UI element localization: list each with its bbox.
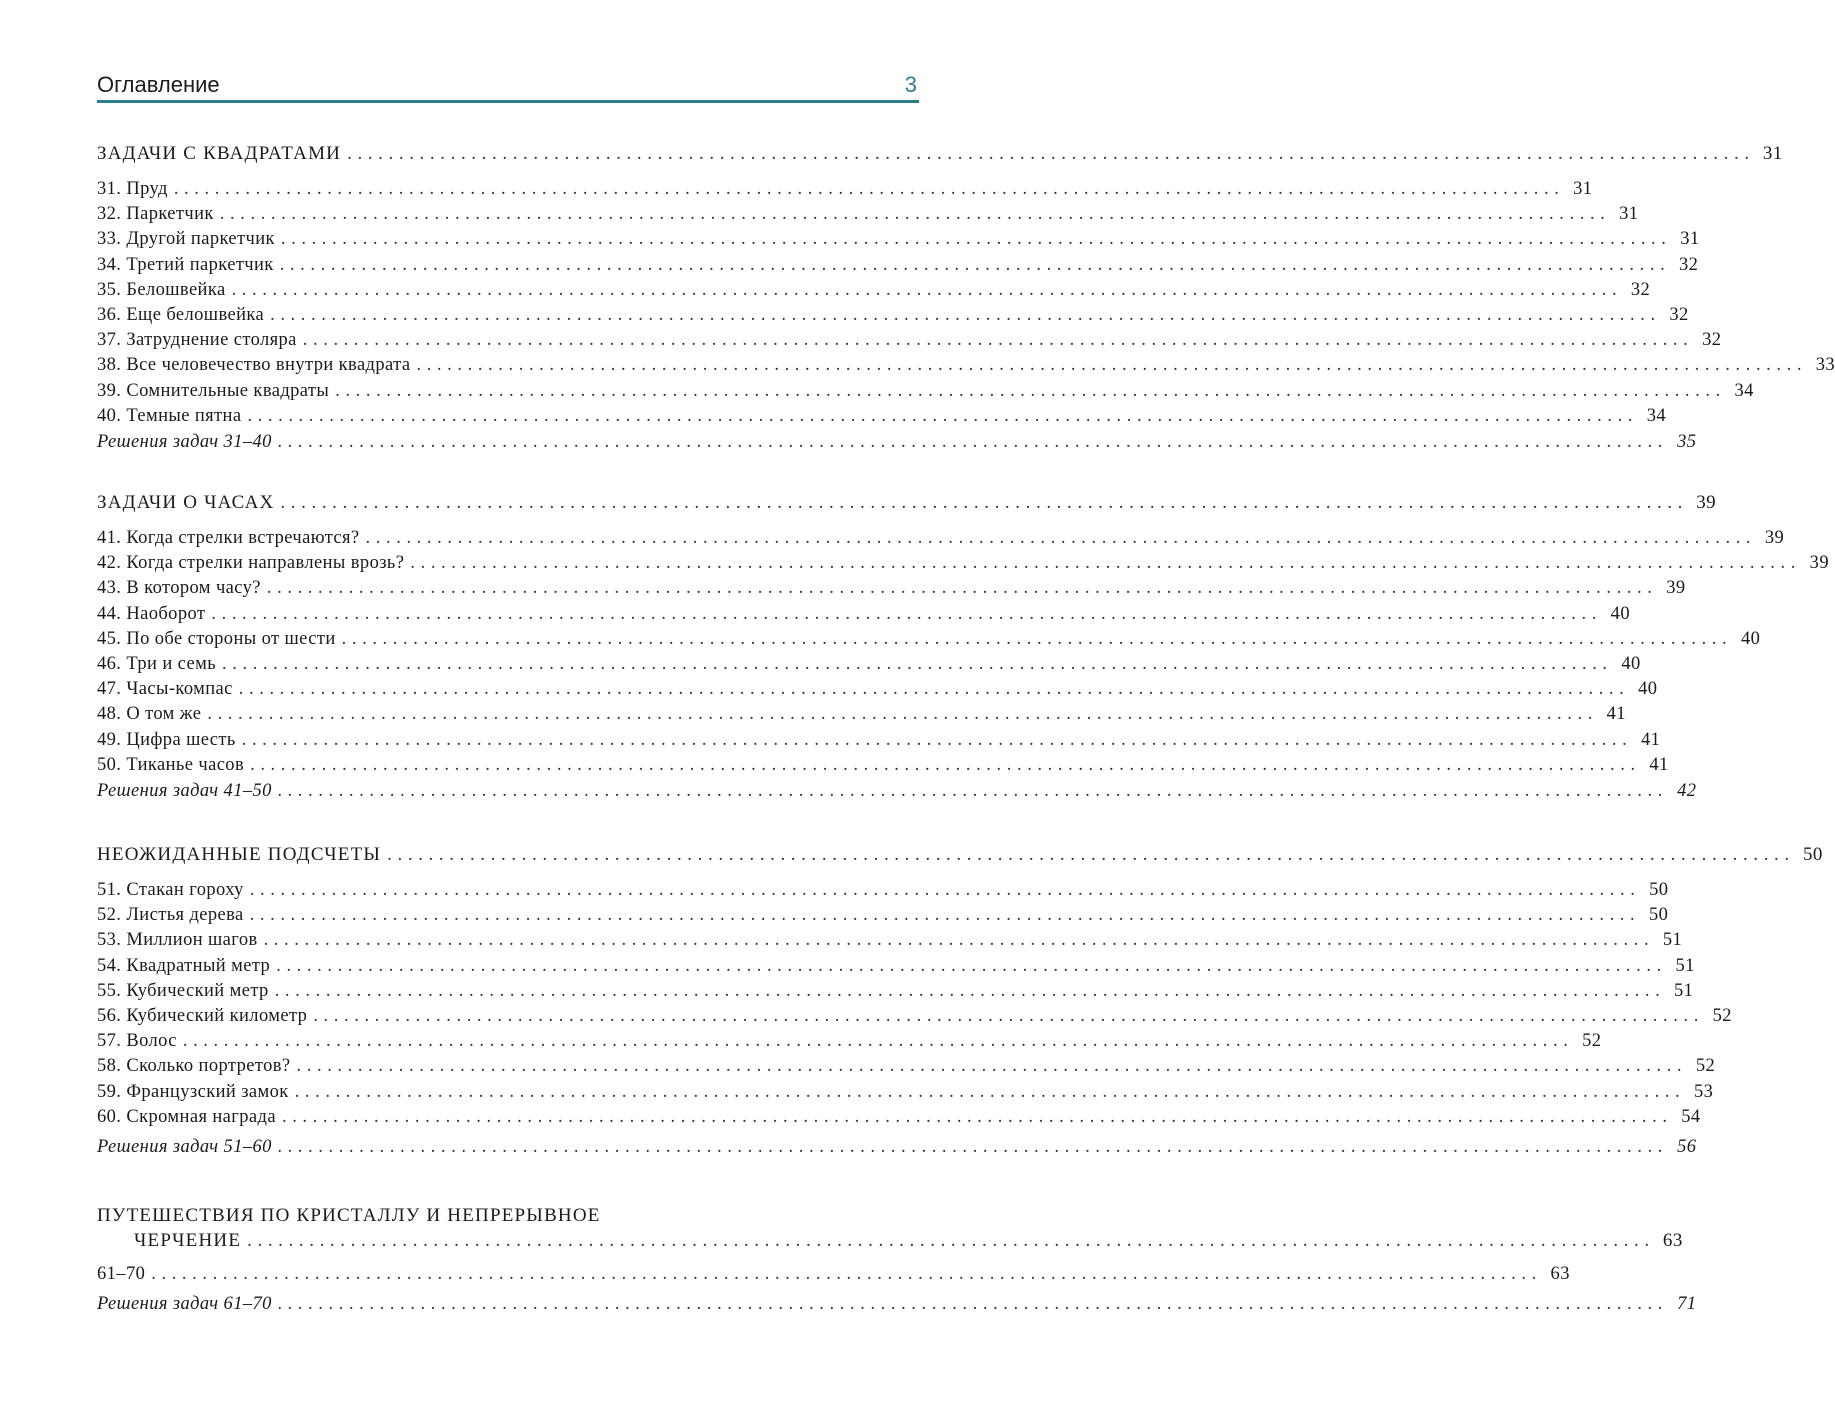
toc-heading[interactable] bbox=[97, 139, 1783, 169]
entry-page: 41 bbox=[1649, 754, 1669, 775]
entry-label: 33. Другой паркетчик bbox=[97, 229, 275, 250]
dot-leader: ........................................................................................................................................ bbox=[347, 143, 1755, 164]
dot-leader: ........................................................................................................................................ bbox=[222, 653, 1613, 674]
dot-leader: ........................................................................................................................................ bbox=[231, 279, 1623, 300]
entry-page: 31 bbox=[1619, 204, 1639, 225]
dot-leader: ........................................................................................................................................ bbox=[276, 955, 1667, 976]
heading-page: 50 bbox=[1802, 844, 1823, 865]
toc-entry[interactable] bbox=[97, 227, 1700, 252]
toc-heading[interactable] bbox=[97, 1228, 1683, 1254]
toc-section-counting bbox=[97, 840, 1823, 1161]
entry-page: 34 bbox=[1646, 405, 1667, 426]
toc-entry[interactable] bbox=[97, 652, 1641, 677]
dot-leader: ........................................................................................................................................ bbox=[280, 229, 1672, 250]
entry-label: 54. Квадратный метр bbox=[97, 955, 271, 976]
entry-label: 40. Темные пятна bbox=[97, 405, 242, 426]
entry-label: 35. Белошвейка bbox=[97, 279, 226, 300]
entry-page: 31 bbox=[1573, 179, 1593, 199]
dot-leader: ........................................................................................................................................ bbox=[279, 254, 1671, 275]
solutions-label: Решения задач 61–70 bbox=[97, 1294, 272, 1315]
entry-page: 51 bbox=[1675, 955, 1695, 976]
dot-leader: ........................................................................................................................................ bbox=[249, 880, 1641, 900]
solutions-page: 42 bbox=[1677, 780, 1697, 801]
dot-leader: ........................................................................................................................................ bbox=[266, 578, 1658, 599]
toc-solutions-entry[interactable] bbox=[97, 778, 1697, 805]
entry-page: 41 bbox=[1641, 729, 1661, 750]
toc-entry[interactable] bbox=[97, 576, 1686, 601]
entry-label: 61–70 bbox=[97, 1264, 146, 1284]
heading-page: 31 bbox=[1762, 143, 1783, 164]
entry-page: 54 bbox=[1681, 1106, 1701, 1127]
entry-page: 39 bbox=[1666, 578, 1686, 599]
dot-leader: ........................................................................................................................................ bbox=[241, 729, 1633, 750]
entry-label: 52. Листья дерева bbox=[97, 905, 244, 926]
dot-leader: ........................................................................................................................................ bbox=[302, 330, 1694, 351]
header-title: Оглавление bbox=[97, 72, 220, 97]
solutions-page: 35 bbox=[1677, 431, 1697, 452]
heading-label: ЗАДАЧИ О ЧАСАХ bbox=[97, 492, 275, 513]
dot-leader: ........................................................................................................................................ bbox=[247, 405, 1639, 426]
toc-entry[interactable] bbox=[97, 677, 1658, 702]
dot-leader: ........................................................................................................................................ bbox=[151, 1264, 1542, 1284]
toc-entry[interactable] bbox=[97, 753, 1669, 778]
entry-label: 44. Наоборот bbox=[97, 603, 206, 624]
dot-leader: ........................................................................................................................................ bbox=[173, 179, 1565, 199]
entry-label: 43. В котором часу? bbox=[97, 578, 261, 599]
solutions-page: 71 bbox=[1677, 1294, 1697, 1315]
entry-page: 52 bbox=[1712, 1005, 1732, 1026]
entry-label: 32. Паркетчик bbox=[97, 204, 214, 225]
entry-page: 51 bbox=[1662, 930, 1683, 951]
dot-leader: ........................................................................................................................................ bbox=[238, 679, 1630, 700]
toc-entry[interactable] bbox=[97, 1105, 1701, 1130]
dot-leader: ........................................................................................................................................ bbox=[277, 431, 1669, 452]
entry-page: 40 bbox=[1621, 653, 1641, 674]
dot-leader: ........................................................................................................................................ bbox=[207, 704, 1598, 725]
entry-label: 53. Миллион шагов bbox=[97, 930, 258, 951]
entry-label: 42. Когда стрелки направлены врозь? bbox=[97, 553, 405, 574]
toc-entry[interactable] bbox=[97, 1029, 1602, 1054]
toc-entry[interactable] bbox=[97, 1080, 1714, 1105]
toc-heading[interactable] bbox=[97, 488, 1717, 518]
toc-entry[interactable] bbox=[97, 253, 1699, 278]
heading-page: 39 bbox=[1696, 492, 1717, 513]
toc-entry[interactable] bbox=[97, 979, 1694, 1004]
toc-entry[interactable] bbox=[97, 702, 1626, 727]
toc-entry[interactable] bbox=[97, 954, 1695, 979]
entry-label: 59. Французский замок bbox=[97, 1081, 289, 1102]
dot-leader: ........................................................................................................................................ bbox=[365, 528, 1757, 548]
entry-label: 51. Стакан гороху bbox=[97, 880, 244, 900]
entry-label: 47. Часы-компас bbox=[97, 679, 233, 700]
entry-label: 49. Цифра шесть bbox=[97, 729, 236, 750]
dot-leader: ........................................................................................................................................ bbox=[277, 1294, 1669, 1315]
toc-section-clocks bbox=[97, 488, 1829, 805]
entry-page: 50 bbox=[1648, 905, 1669, 926]
dot-leader: ........................................................................................................................................ bbox=[274, 980, 1666, 1001]
solutions-label: Решения задач 41–50 bbox=[97, 780, 272, 801]
dot-leader: ........................................................................................................................................ bbox=[211, 603, 1602, 624]
dot-leader: ........................................................................................................................................ bbox=[250, 754, 1641, 775]
toc-section-squares bbox=[97, 139, 1835, 456]
dot-leader: ........................................................................................................................................ bbox=[277, 780, 1669, 801]
toc-entry[interactable] bbox=[97, 903, 1669, 928]
dot-leader: ........................................................................................................................................ bbox=[281, 1106, 1673, 1127]
toc-entry[interactable] bbox=[97, 928, 1683, 953]
entry-label: 36. Еще белошвейка bbox=[97, 304, 265, 325]
dot-leader: ........................................................................................................................................ bbox=[249, 905, 1641, 926]
entry-label: 55. Кубический метр bbox=[97, 980, 269, 1001]
toc-entry[interactable] bbox=[97, 328, 1722, 353]
toc-entry[interactable] bbox=[97, 526, 1785, 551]
entry-page: 39 bbox=[1809, 553, 1829, 574]
entry-page: 52 bbox=[1695, 1056, 1716, 1077]
entry-label: 37. Затруднение столяра bbox=[97, 330, 297, 351]
toc-entry[interactable] bbox=[97, 1262, 1570, 1287]
dot-leader: ........................................................................................................................................ bbox=[263, 930, 1655, 951]
entry-page: 50 bbox=[1649, 880, 1669, 900]
toc-entry[interactable] bbox=[97, 303, 1689, 328]
dot-leader: ........................................................................................................................................ bbox=[410, 553, 1801, 574]
dot-leader: ........................................................................................................................................ bbox=[280, 492, 1689, 513]
entry-page: 34 bbox=[1734, 380, 1754, 401]
entry-page: 31 bbox=[1680, 229, 1700, 250]
heading-line-1: ПУТЕШЕСТВИЯ ПО КРИСТАЛЛУ И НЕПРЕРЫВНОЕ bbox=[97, 1205, 601, 1226]
entry-page: 32 bbox=[1630, 279, 1651, 300]
toc-solutions-entry[interactable] bbox=[97, 429, 1697, 456]
toc-entry[interactable] bbox=[97, 878, 1669, 903]
toc-entry[interactable] bbox=[97, 627, 1761, 652]
toc-entry[interactable] bbox=[97, 404, 1667, 429]
entry-label: 31. Пруд bbox=[97, 179, 168, 199]
toc-entry[interactable] bbox=[97, 1004, 1732, 1029]
entry-page: 40 bbox=[1610, 603, 1630, 624]
toc-solutions-entry[interactable] bbox=[97, 1291, 1697, 1318]
entry-page: 40 bbox=[1740, 628, 1761, 649]
entry-label: 57. Волос bbox=[97, 1031, 177, 1052]
entry-label: 58. Сколько портретов? bbox=[97, 1056, 291, 1077]
entry-label: 46. Три и семь bbox=[97, 653, 217, 674]
dot-leader: ........................................................................................................................................ bbox=[294, 1081, 1686, 1102]
dot-leader: ........................................................................................................................................ bbox=[182, 1031, 1574, 1052]
toc-entry[interactable] bbox=[97, 202, 1639, 227]
toc-entry[interactable] bbox=[97, 728, 1661, 753]
entry-page: 40 bbox=[1638, 679, 1658, 700]
entry-label: 45. По обе стороны от шести bbox=[97, 628, 336, 649]
entry-label: 38. Все человечество внутри квадрата bbox=[97, 355, 411, 376]
heading-label: ЗАДАЧИ С КВАДРАТАМИ bbox=[97, 143, 342, 164]
entry-label: 48. О том же bbox=[97, 704, 202, 725]
dot-leader: ........................................................................................................................................ bbox=[335, 380, 1726, 401]
dot-leader: ........................................................................................................................................ bbox=[387, 844, 1795, 865]
entry-page: 53 bbox=[1693, 1081, 1714, 1102]
toc-solutions-entry[interactable] bbox=[97, 1134, 1697, 1161]
dot-leader: ........................................................................................................................................ bbox=[270, 304, 1661, 325]
dot-leader: ........................................................................................................................................ bbox=[416, 355, 1808, 376]
toc-entry[interactable] bbox=[97, 1054, 1716, 1079]
heading-page: 63 bbox=[1662, 1230, 1683, 1251]
toc-heading[interactable] bbox=[97, 840, 1823, 870]
dot-leader: ........................................................................................................................................ bbox=[341, 628, 1733, 649]
dot-leader: ........................................................................................................................................ bbox=[296, 1056, 1688, 1077]
toc-section-crystal bbox=[97, 1203, 1697, 1318]
toc-entry[interactable] bbox=[97, 551, 1829, 576]
entry-page: 33 bbox=[1815, 355, 1835, 376]
entry-page: 51 bbox=[1674, 980, 1694, 1001]
entry-page: 32 bbox=[1669, 304, 1689, 325]
entry-label: 50. Тиканье часов bbox=[97, 754, 245, 775]
dot-leader: ........................................................................................................................................ bbox=[247, 1230, 1655, 1251]
solutions-page: 56 bbox=[1677, 1136, 1697, 1157]
dot-leader: ........................................................................................................................................ bbox=[277, 1136, 1669, 1157]
entry-page: 32 bbox=[1679, 254, 1699, 275]
entry-page: 32 bbox=[1702, 330, 1722, 351]
entry-label: 34. Третий паркетчик bbox=[97, 254, 274, 275]
entry-label: 56. Кубический километр bbox=[97, 1005, 308, 1026]
entry-label: 60. Скромная награда bbox=[97, 1106, 276, 1127]
entry-label: 39. Сомнительные квадраты bbox=[97, 380, 330, 401]
solutions-label: Решения задач 51–60 bbox=[97, 1136, 272, 1157]
toc-entry[interactable] bbox=[97, 353, 1835, 378]
running-header bbox=[97, 70, 919, 103]
heading-label: НЕОЖИДАННЫЕ ПОДСЧЕТЫ bbox=[97, 844, 382, 865]
toc-entry[interactable] bbox=[97, 379, 1754, 404]
entry-page: 41 bbox=[1606, 704, 1626, 725]
entry-page: 63 bbox=[1550, 1264, 1570, 1284]
dot-leader: ........................................................................................................................................ bbox=[313, 1005, 1704, 1026]
toc-entry[interactable] bbox=[97, 177, 1593, 202]
dot-leader: ........................................................................................................................................ bbox=[219, 204, 1611, 225]
solutions-label: Решения задач 31–40 bbox=[97, 431, 272, 452]
entry-page: 39 bbox=[1764, 528, 1785, 548]
entry-label: 41. Когда стрелки встречаются? bbox=[97, 528, 360, 548]
heading-label: ЧЕРЧЕНИЕ bbox=[134, 1230, 242, 1251]
header-page-number: 3 bbox=[904, 72, 917, 97]
entry-page: 52 bbox=[1582, 1031, 1602, 1052]
toc-entry[interactable] bbox=[97, 278, 1651, 303]
toc-entry[interactable] bbox=[97, 602, 1630, 627]
